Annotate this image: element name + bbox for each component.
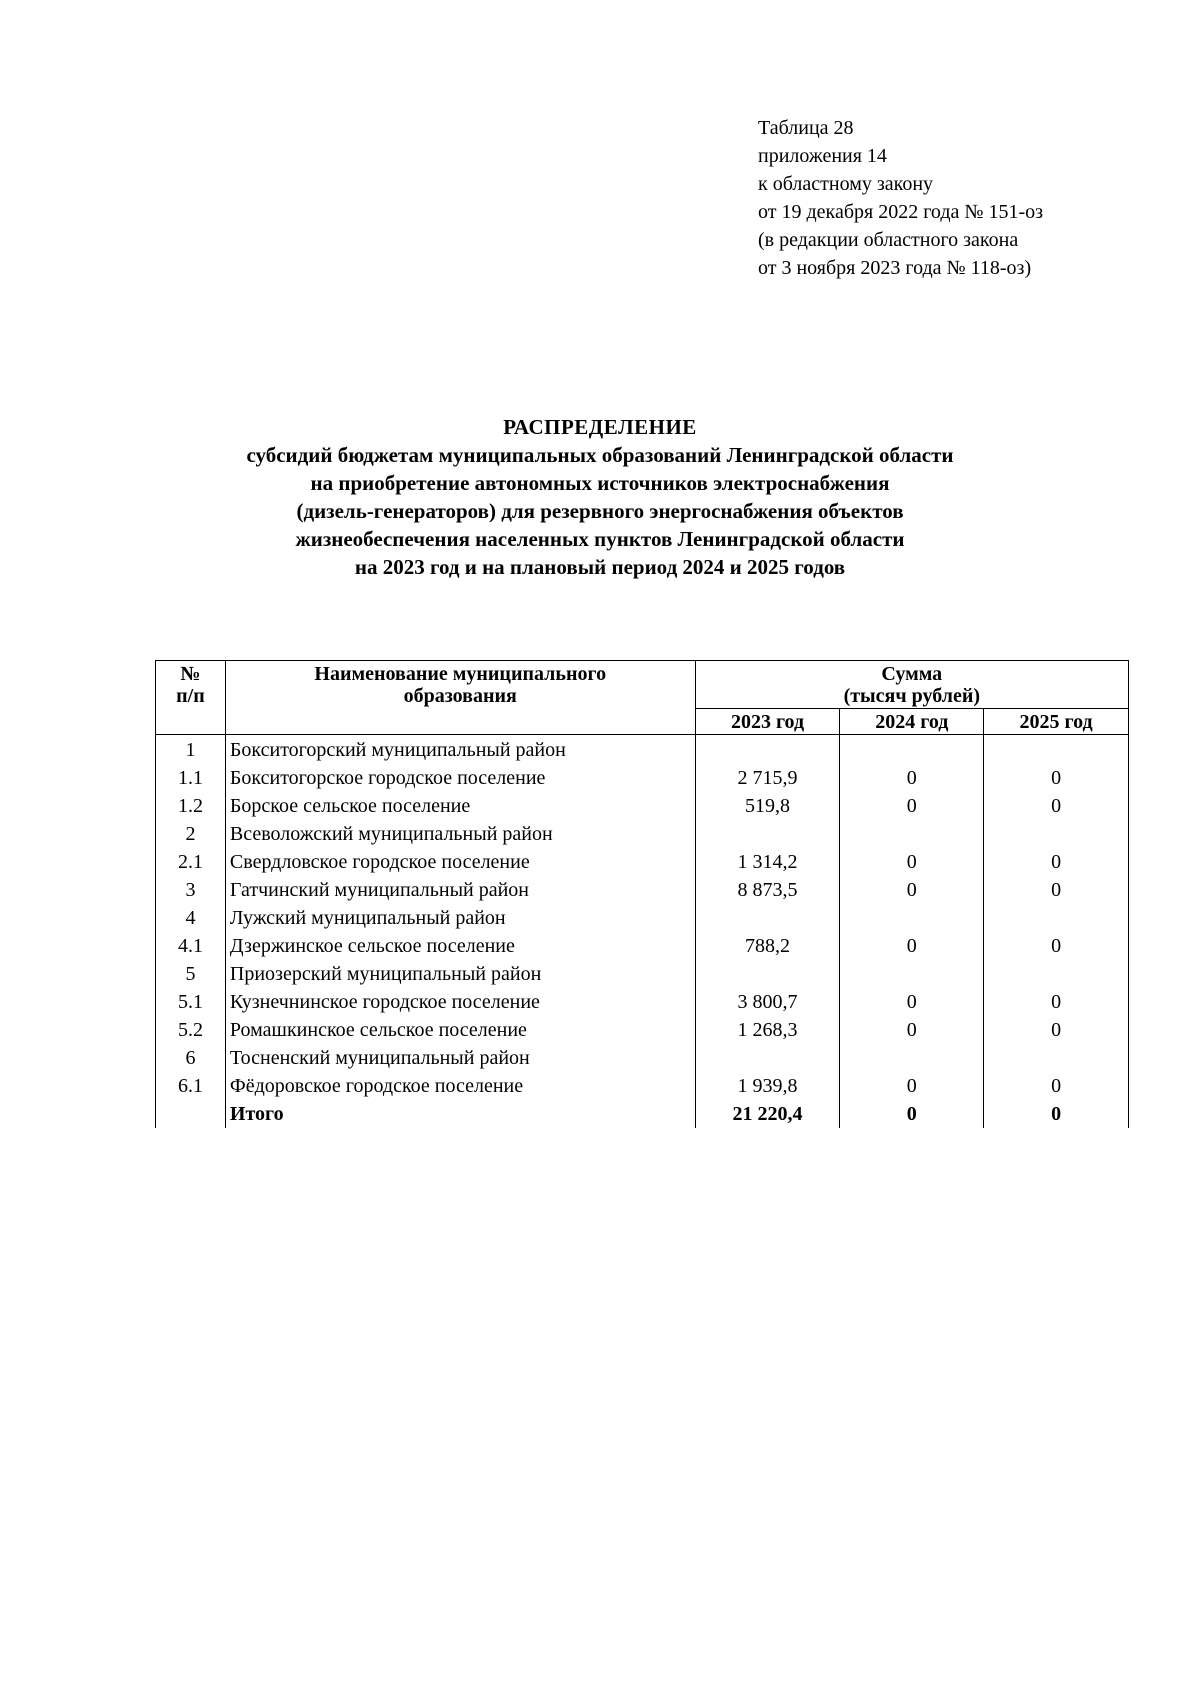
row-value-2025: 0 [984, 1016, 1129, 1044]
row-number: 1 [156, 735, 226, 765]
header-year-2024: 2024 год [840, 709, 984, 735]
row-value-2025: 0 [984, 932, 1129, 960]
row-number: 6 [156, 1044, 226, 1072]
row-name: Лужский муниципальный район [225, 904, 695, 932]
header-sum-line: (тысяч рублей) [843, 685, 981, 707]
header-year-2023: 2023 год [695, 709, 840, 735]
distribution-table [155, 660, 1129, 1128]
title-main: РАСПРЕДЕЛЕНИЕ [503, 415, 697, 439]
annex-line: от 19 декабря 2022 года № 151-оз [758, 201, 1044, 223]
row-value-2023: 519,8 [695, 792, 840, 820]
row-value-2023: 1 268,3 [695, 1016, 840, 1044]
table-row [156, 735, 1129, 765]
annex-line: к областному закону [758, 173, 934, 195]
row-value-2024: 0 [840, 1016, 984, 1044]
header-name-line: Наименование муниципального [314, 663, 607, 685]
header-row [156, 661, 1129, 709]
row-value-2025 [984, 904, 1129, 932]
annex-reference [758, 114, 1043, 282]
total-value-2023: 21 220,4 [695, 1100, 840, 1128]
row-name: Дзержинское сельское поселение [225, 932, 695, 960]
row-number: 5.2 [156, 1016, 226, 1044]
table-row [156, 820, 1129, 848]
table-row [156, 932, 1129, 960]
row-name: Всеволожский муниципальный район [225, 820, 695, 848]
header-sum-line: Сумма [881, 663, 943, 685]
annex-line: (в редакции областного закона [758, 229, 1019, 251]
row-name: Тосненский муниципальный район [225, 1044, 695, 1072]
header-sum [695, 661, 1128, 709]
title-line: субсидий бюджетам муниципальных образований Ленинградской области [246, 443, 954, 467]
row-value-2025 [984, 1044, 1129, 1072]
table-row [156, 764, 1129, 792]
total-row [156, 1100, 1129, 1128]
row-value-2023: 788,2 [695, 932, 840, 960]
total-label: Итого [225, 1100, 695, 1128]
header-number [156, 661, 226, 735]
row-value-2023: 8 873,5 [695, 876, 840, 904]
header-name [225, 661, 695, 735]
total-number [156, 1100, 226, 1128]
row-name: Кузнечнинское городское поселение [225, 988, 695, 1016]
row-number: 5 [156, 960, 226, 988]
row-number: 4.1 [156, 932, 226, 960]
row-value-2025: 0 [984, 848, 1129, 876]
row-value-2025 [984, 735, 1129, 765]
row-value-2024: 0 [840, 876, 984, 904]
title-line: на 2023 год и на плановый период 2024 и 2025 годов [354, 555, 846, 579]
row-name: Свердловское городское поселение [225, 848, 695, 876]
title-line: (дизель-генераторов) для резервного энергоснабжения объектов [296, 499, 904, 523]
row-value-2023: 2 715,9 [695, 764, 840, 792]
row-number: 2.1 [156, 848, 226, 876]
table-row [156, 988, 1129, 1016]
row-value-2024: 0 [840, 764, 984, 792]
row-value-2024: 0 [840, 792, 984, 820]
row-value-2023: 1 939,8 [695, 1072, 840, 1100]
row-value-2024: 0 [840, 848, 984, 876]
row-value-2025: 0 [984, 1072, 1129, 1100]
row-value-2023 [695, 960, 840, 988]
header-year-2025: 2025 год [984, 709, 1129, 735]
row-value-2023 [695, 1044, 840, 1072]
row-value-2024 [840, 820, 984, 848]
header-number-line: п/п [176, 685, 205, 707]
row-value-2024: 0 [840, 1072, 984, 1100]
row-value-2024 [840, 735, 984, 765]
row-value-2023: 3 800,7 [695, 988, 840, 1016]
row-number: 1.2 [156, 792, 226, 820]
annex-line: Таблица 28 [758, 117, 854, 139]
row-number: 4 [156, 904, 226, 932]
table-row [156, 1044, 1129, 1072]
total-value-2024: 0 [840, 1100, 984, 1128]
header-name-line: образования [403, 685, 517, 707]
row-value-2025: 0 [984, 792, 1129, 820]
row-number: 3 [156, 876, 226, 904]
table-row [156, 960, 1129, 988]
row-value-2024 [840, 1044, 984, 1072]
total-value-2025: 0 [984, 1100, 1129, 1128]
title-line: на приобретение автономных источников электроснабжения [310, 471, 890, 495]
table-row [156, 792, 1129, 820]
document-title [0, 413, 1200, 581]
title-line: жизнеобеспечения населенных пунктов Ленинградской области [295, 527, 905, 551]
table-row [156, 904, 1129, 932]
row-name: Фёдоровское городское поселение [225, 1072, 695, 1100]
table-row [156, 1072, 1129, 1100]
row-value-2023 [695, 820, 840, 848]
row-value-2023 [695, 904, 840, 932]
row-name: Гатчинский муниципальный район [225, 876, 695, 904]
row-value-2025: 0 [984, 764, 1129, 792]
table-row [156, 876, 1129, 904]
row-value-2025: 0 [984, 876, 1129, 904]
row-name: Ромашкинское сельское поселение [225, 1016, 695, 1044]
table-body [156, 735, 1129, 1129]
annex-line: от 3 ноября 2023 года № 118-оз) [758, 257, 1032, 279]
row-name: Бокситогорское городское поселение [225, 764, 695, 792]
row-name: Бокситогорский муниципальный район [225, 735, 695, 765]
row-number: 1.1 [156, 764, 226, 792]
row-value-2023 [695, 735, 840, 765]
row-name: Приозерский муниципальный район [225, 960, 695, 988]
header-number-line: № [180, 663, 201, 685]
row-value-2024: 0 [840, 988, 984, 1016]
row-number: 6.1 [156, 1072, 226, 1100]
table-row [156, 1016, 1129, 1044]
row-value-2025 [984, 960, 1129, 988]
row-value-2025 [984, 820, 1129, 848]
row-name: Борское сельское поселение [225, 792, 695, 820]
annex-line: приложения 14 [758, 145, 887, 167]
row-number: 2 [156, 820, 226, 848]
row-value-2025: 0 [984, 988, 1129, 1016]
row-number: 5.1 [156, 988, 226, 1016]
row-value-2024: 0 [840, 932, 984, 960]
row-value-2023: 1 314,2 [695, 848, 840, 876]
row-value-2024 [840, 960, 984, 988]
row-value-2024 [840, 904, 984, 932]
table-row [156, 848, 1129, 876]
